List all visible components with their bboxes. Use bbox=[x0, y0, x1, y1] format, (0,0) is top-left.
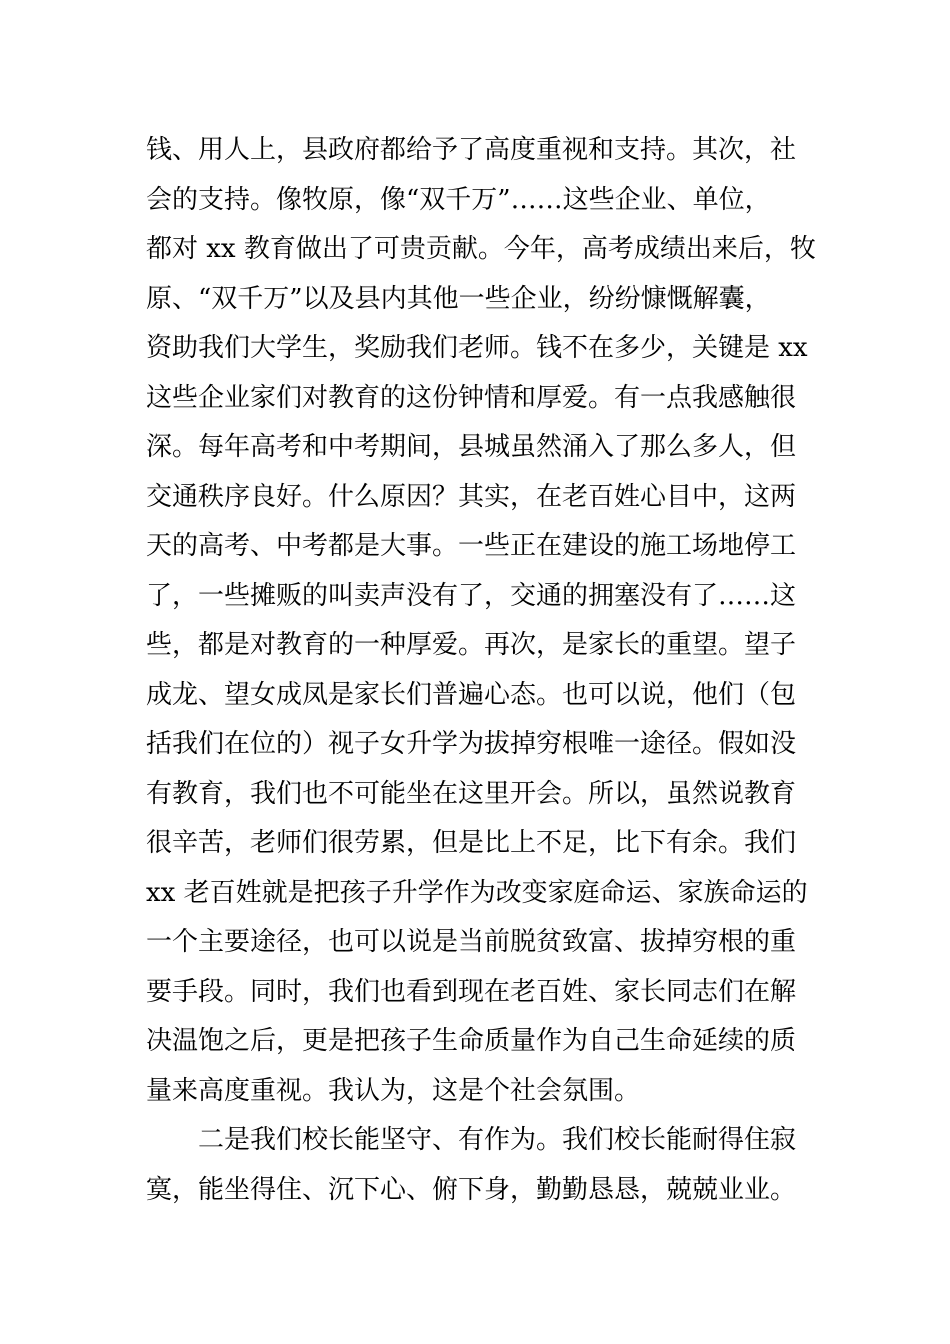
text-line: 寞，能坐得住、沉下心、俯下身，勤勤恳恳，兢兢业业。 bbox=[146, 1174, 797, 1205]
text-line: 有教育，我们也不可能坐在这里开会。所以，虽然说教育 bbox=[146, 778, 797, 809]
text-line: 原、“双千万”以及县内其他一些企业，纷纷慷慨解囊， bbox=[146, 283, 771, 314]
text-line: 资助我们大学生，奖励我们老师。钱不在多少，关键是 xx bbox=[146, 333, 808, 363]
text-line: 些，都是对教育的一种厚爱。再次，是家长的重望。望子 bbox=[146, 630, 797, 660]
text-line: 要手段。同时，我们也看到现在老百姓、家长同志们在解 bbox=[146, 976, 797, 1007]
text-line: 都对 xx 教育做出了可贵贡献。今年，高考成绩出来后，牧 bbox=[146, 234, 816, 264]
text-line: 这些企业家们对教育的这份钟情和厚爱。有一点我感触很 bbox=[146, 382, 797, 413]
text-line: 交通秩序良好。什么原因？其实，在老百姓心目中，这两 bbox=[146, 481, 797, 512]
text-line: xx 老百姓就是把孩子升学作为改变家庭命运、家族命运的 bbox=[146, 877, 808, 908]
text-line: 会的支持。像牧原，像“双千万”……这些企业、单位， bbox=[146, 184, 771, 215]
text-line: 了，一些摊贩的叫卖声没有了，交通的拥塞没有了……这 bbox=[146, 580, 797, 611]
text-line: 钱、用人上，县政府都给予了高度重视和支持。其次，社 bbox=[146, 135, 797, 165]
text-line: 括我们在位的）视子女升学为拔掉穷根唯一途径。假如没 bbox=[146, 729, 797, 759]
text-line: 很辛苦，老师们很劳累，但是比上不足，比下有余。我们 bbox=[146, 828, 797, 858]
text-line: 成龙、望女成凤是家长们普遍心态。也可以说，他们（包 bbox=[146, 679, 797, 710]
text-line: 二是我们校长能坚守、有作为。我们校长能耐得住寂 bbox=[198, 1125, 797, 1155]
text-line: 天的高考、中考都是大事。一些正在建设的施工场地停工 bbox=[146, 531, 797, 561]
paragraph-1 bbox=[146, 126, 816, 1116]
paragraph-2 bbox=[146, 1116, 816, 1215]
body-text bbox=[146, 126, 816, 1215]
text-line: 量来高度重视。我认为，这是个社会氛围。 bbox=[146, 1075, 641, 1106]
text-line: 一个主要途径，也可以说是当前脱贫致富、拔掉穷根的重 bbox=[146, 927, 797, 957]
text-line: 深。每年高考和中考期间，县城虽然涌入了那么多人，但 bbox=[146, 432, 797, 462]
text-line: 决温饱之后，更是把孩子生命质量作为自己生命延续的质 bbox=[146, 1026, 797, 1056]
